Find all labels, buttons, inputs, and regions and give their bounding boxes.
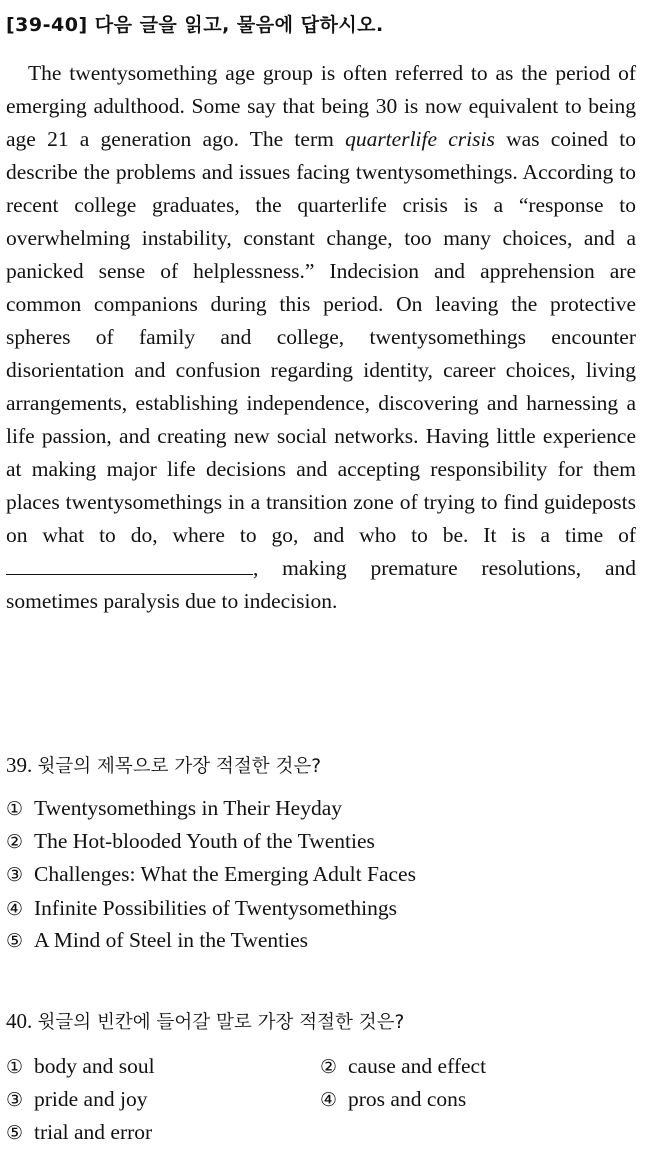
option-text: Challenges: What the Emerging Adult Faces xyxy=(34,862,416,886)
option-text: cause and effect xyxy=(348,1054,487,1078)
answer-blank xyxy=(6,573,253,575)
option-text: trial and error xyxy=(34,1120,153,1144)
q39-option-5[interactable] xyxy=(6,928,308,953)
option-text: pros and cons xyxy=(348,1087,467,1111)
option-text: Infinite Possibilities of Twentysomethings xyxy=(34,896,397,920)
option-number: ② xyxy=(320,1056,338,1078)
option-text: The Hot-blooded Youth of the Twenties xyxy=(34,829,375,853)
section-header: [39-40] 다음 글을 읽고, 물음에 답하시오. xyxy=(6,14,384,36)
option-number: ③ xyxy=(6,864,24,886)
option-text: Twentysomethings in Their Heyday xyxy=(34,796,343,820)
question-39-title xyxy=(6,752,321,778)
option-number: ① xyxy=(6,798,24,820)
option-text: body and soul xyxy=(34,1054,155,1078)
question-40-title xyxy=(6,1008,404,1034)
passage-text-part2: was coined to describe the problems and issues facing twentysomethings. According to recent college graduates, the quarterlife crisis is a “response to overwhelming instability, constant change, too many choices, and a panicked sense of helplessness.” Indecision and apprehension are common companions during this period. On leaving the protective spheres of family and college, twentysomethings encounter disorientation and confusion regarding identity, career choices, living arrangements, establishing independence, discovering and harnessing a life passion, and creating new social networks. Having little experience at making major life decisions and accepting responsibility for them places twentysomethings in a transition zone of trying to find guideposts on what to do, where to go, and who to be. It is a time of xyxy=(6,127,636,547)
q39-option-1[interactable] xyxy=(6,796,342,821)
option-number: ④ xyxy=(6,898,24,920)
option-number: ⑤ xyxy=(6,930,24,952)
question-39-text: 윗글의 제목으로 가장 적절한 것은? xyxy=(37,756,322,777)
q40-option-1[interactable] xyxy=(6,1054,155,1079)
passage-italic-term: quarterlife crisis xyxy=(345,127,495,151)
q40-option-2[interactable] xyxy=(320,1054,486,1079)
option-number: ② xyxy=(6,831,24,853)
q39-option-4[interactable] xyxy=(6,896,397,921)
q39-option-2[interactable] xyxy=(6,829,375,854)
passage-text-part3: , making premature resolutions, and sometimes paralysis due to indecision. xyxy=(6,556,636,613)
question-40-text: 윗글의 빈칸에 들어갈 말로 가장 적절한 것은? xyxy=(37,1012,405,1033)
reading-passage xyxy=(6,57,636,618)
q40-option-5[interactable] xyxy=(6,1120,152,1145)
question-40-number: 40. xyxy=(6,1009,33,1033)
q39-option-3[interactable] xyxy=(6,862,416,887)
q40-option-3[interactable] xyxy=(6,1087,147,1112)
option-number: ① xyxy=(6,1056,24,1078)
option-number: ④ xyxy=(320,1089,338,1111)
option-text: A Mind of Steel in the Twenties xyxy=(34,928,308,952)
q40-option-4[interactable] xyxy=(320,1087,466,1112)
option-number: ⑤ xyxy=(6,1122,24,1144)
option-number: ③ xyxy=(6,1089,24,1111)
option-text: pride and joy xyxy=(34,1087,148,1111)
question-39-number: 39. xyxy=(6,753,33,777)
passage-text-part1: The twentysomething age group is often referred to as the period of emerging adulthood. Some say that being 30 is now equivalent to being age 21 a generation ago. The term xyxy=(6,61,636,151)
